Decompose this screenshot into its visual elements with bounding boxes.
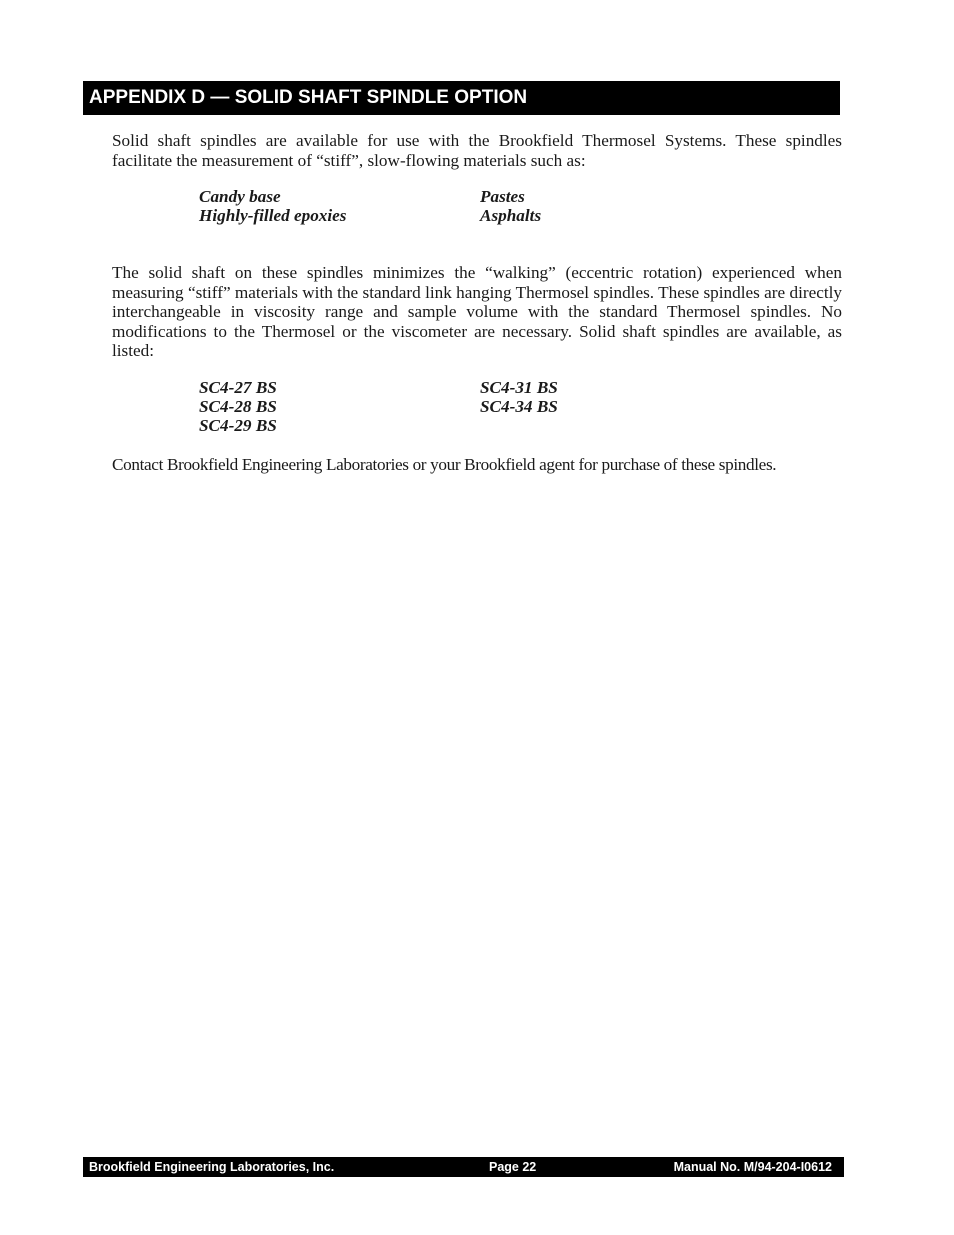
spindle-item: SC4-28 BS [199,396,277,416]
list-item [199,207,699,226]
material-item: Candy base [199,187,281,206]
spindle-item: SC4-34 BS [480,396,558,416]
material-item: Asphalts [480,205,542,225]
material-item: Highly-filled epoxies [199,205,347,225]
spindle-item: SC4-27 BS [199,378,277,397]
materials-list [199,188,699,226]
description-paragraph: The solid shaft on these spindles minimizes the “walking” (eccentric rotation) experienced when measuring “stiff” materials with the standard link hanging Thermosel spindles. These spindles are directly interchangeable in viscosity range and sample volume with the standard Thermosel spindles. No modifications to the Thermosel or the viscometer are necessary. Solid shaft spindles are available, as listed: [112,263,842,361]
intro-paragraph: Solid shaft spindles are available for use with the Brookfield Thermosel Systems. These spindles facilitate the measurement of “stiff”, slow-flowing materials such as: [112,131,842,170]
list-item [199,379,699,398]
footer-manual-number: Manual No. M/94-204-I0612 [673,1160,832,1174]
section-title: APPENDIX D — SOLID SHAFT SPINDLE OPTION [83,81,840,115]
list-item [199,417,699,436]
spindle-list [199,379,699,435]
footer-company: Brookfield Engineering Laboratories, Inc. [89,1160,335,1174]
page-footer [83,1157,844,1177]
list-item [199,188,699,207]
material-item: Pastes [480,187,525,206]
footer-page-number: Page 22 [489,1160,537,1174]
spindle-item: SC4-29 BS [199,415,277,435]
list-item [199,398,699,417]
contact-paragraph: Contact Brookfield Engineering Laboratories or your Brookfield agent for purchase of these spindles. [112,455,777,474]
spindle-item: SC4-31 BS [480,378,558,397]
